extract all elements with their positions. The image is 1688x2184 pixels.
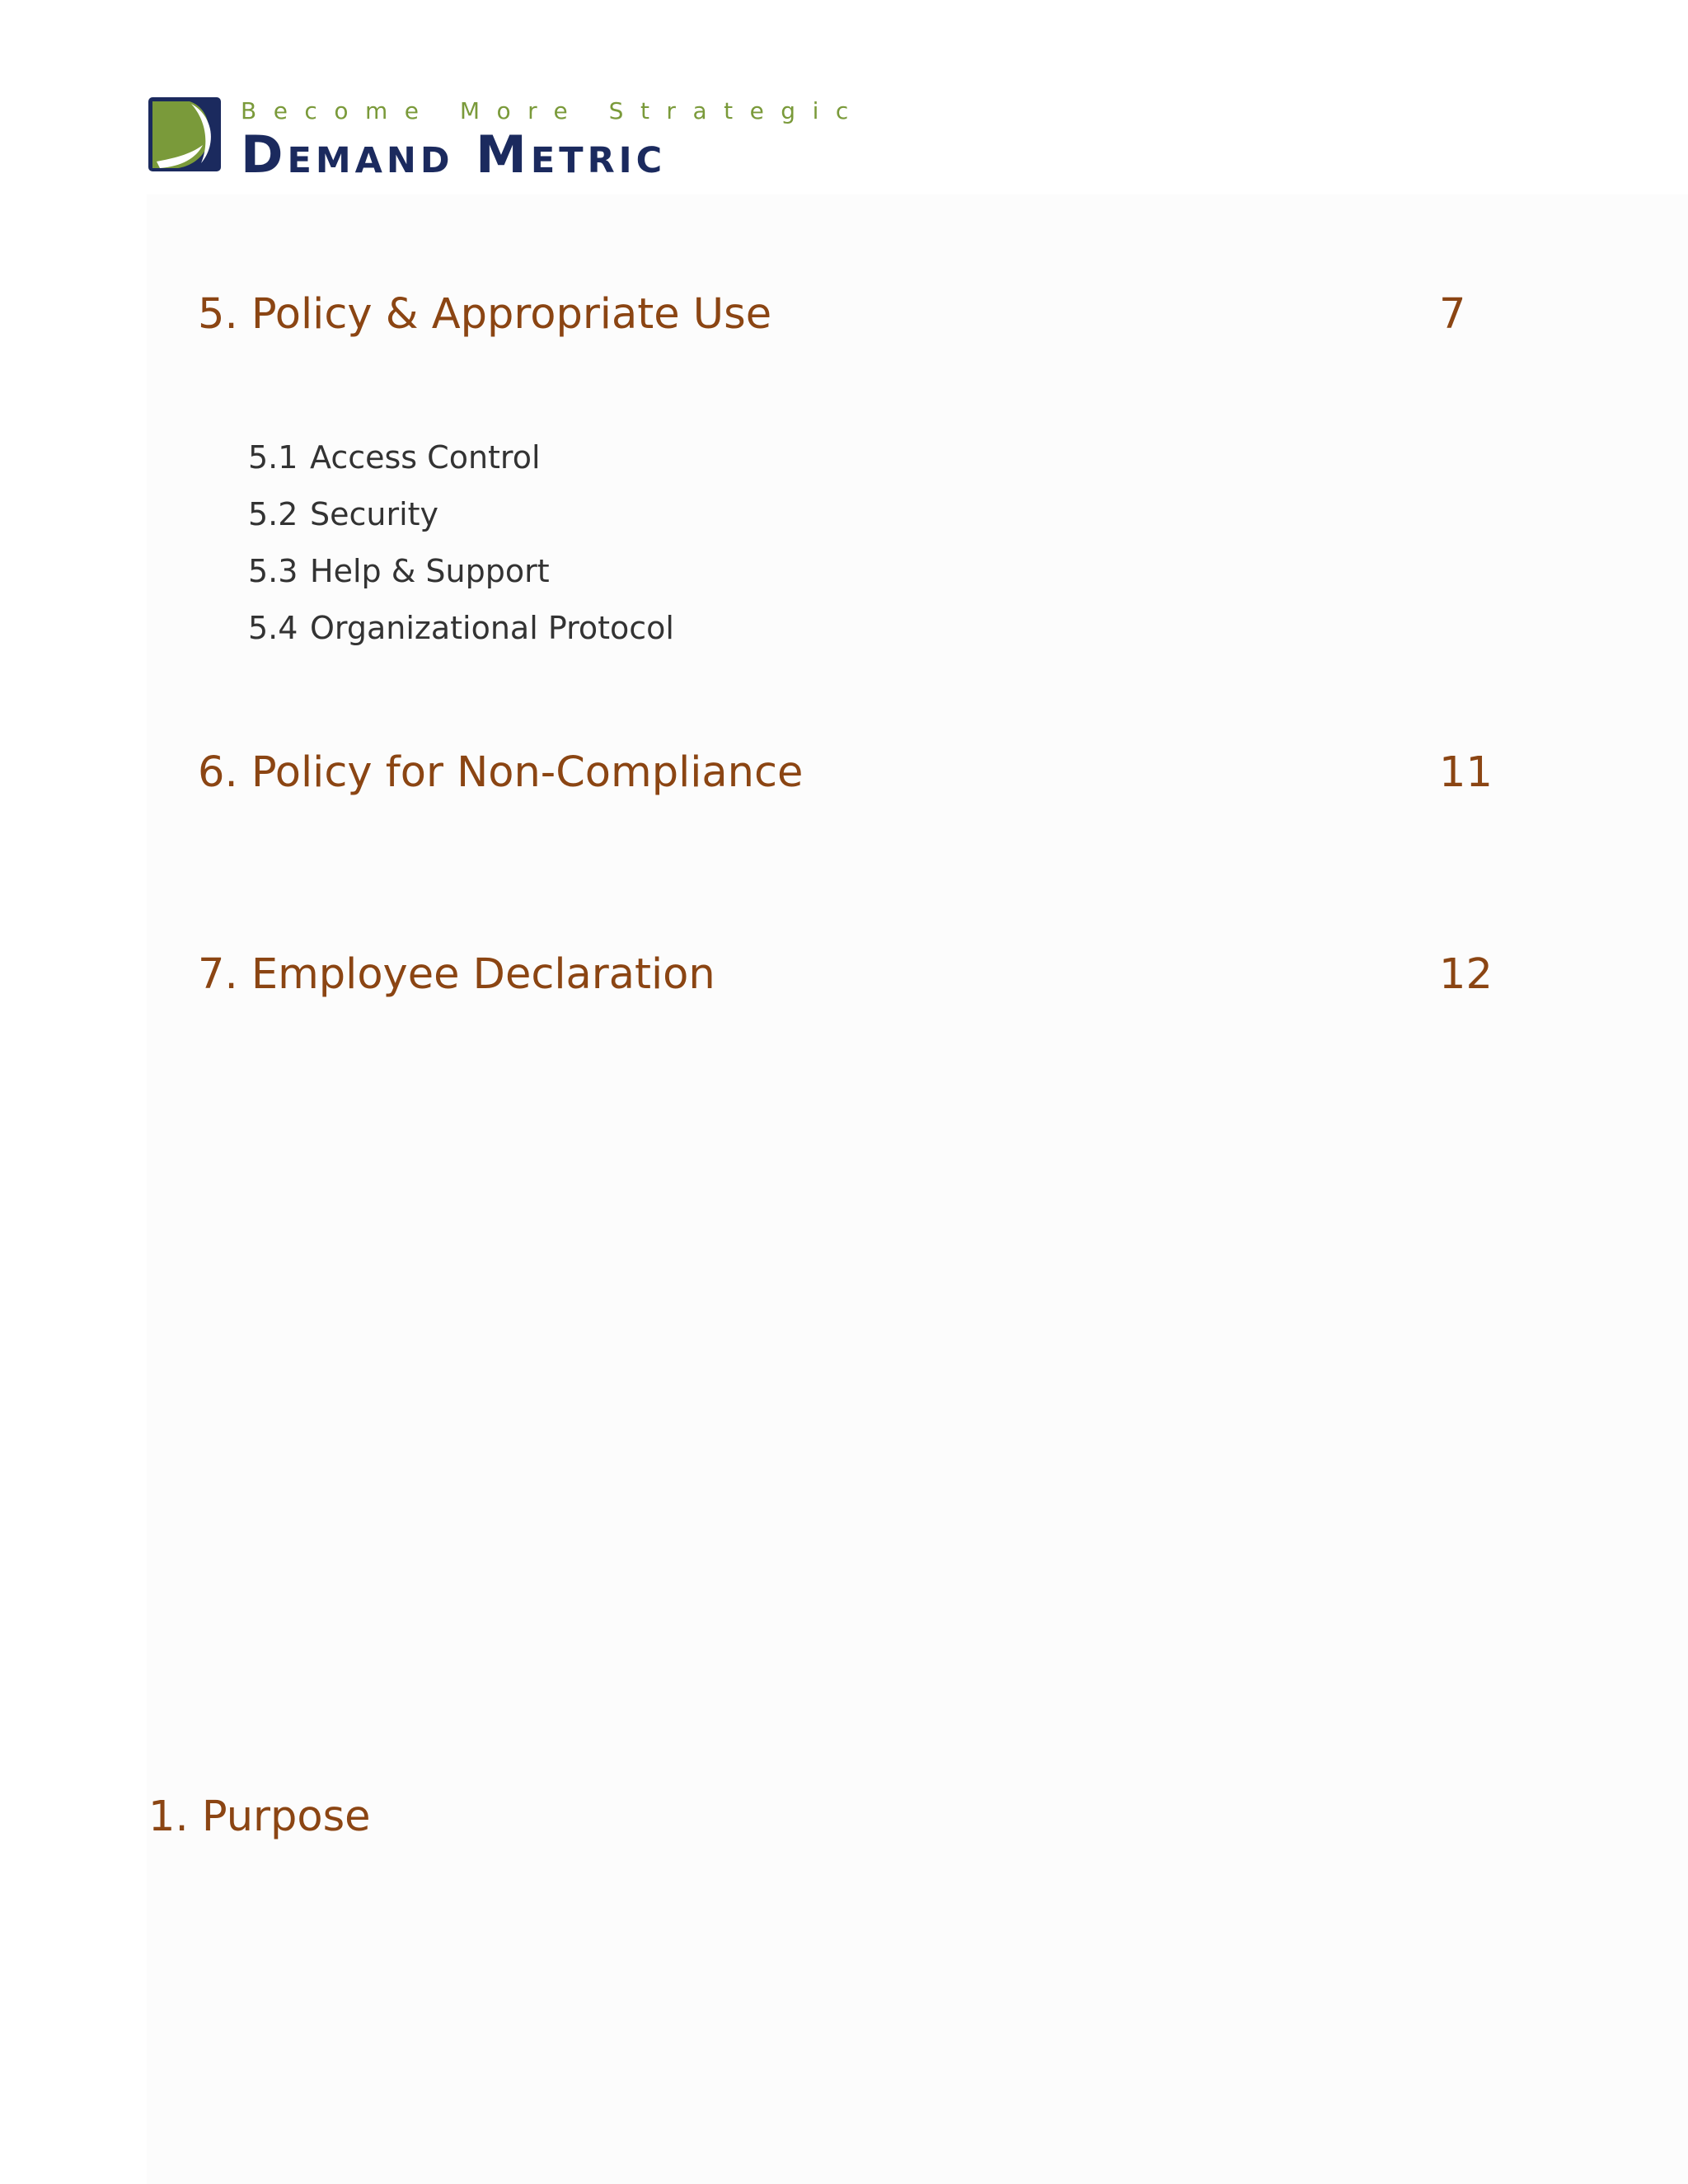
brand-logo xyxy=(148,97,865,185)
toc-subentry-title: Access Control xyxy=(310,439,541,476)
toc-subentry-number: 5.4 xyxy=(248,610,298,646)
demand-metric-logo-icon xyxy=(148,97,221,171)
toc-entry-5-page[interactable]: 7 xyxy=(1439,290,1466,339)
brand-tagline: Become More Strategic xyxy=(241,97,865,124)
brand-name: Demand Metric xyxy=(241,124,667,185)
toc-entry-7-title[interactable]: 7. Employee Declaration xyxy=(198,950,715,999)
toc-entry-5-title[interactable]: 5. Policy & Appropriate Use xyxy=(198,290,772,339)
toc-subentry-5-1[interactable] xyxy=(248,438,541,476)
toc-subentry-title: Help & Support xyxy=(310,553,550,589)
toc-subentry-number: 5.2 xyxy=(248,496,298,532)
toc-subentry-5-2[interactable] xyxy=(248,495,438,533)
toc-subentry-title: Security xyxy=(310,496,439,532)
toc-entry-6-page[interactable]: 11 xyxy=(1439,748,1493,797)
toc-entry-6-title[interactable]: 6. Policy for Non-Compliance xyxy=(198,748,804,797)
page-background xyxy=(147,194,1688,2184)
toc-entry-7-page[interactable]: 12 xyxy=(1439,950,1493,999)
toc-subentry-5-4[interactable] xyxy=(248,609,674,647)
toc-subentry-title: Organizational Protocol xyxy=(310,610,674,646)
toc-subentry-number: 5.1 xyxy=(248,439,298,476)
toc-subentry-number: 5.3 xyxy=(248,553,298,589)
toc-subentry-5-3[interactable] xyxy=(248,552,550,590)
section-heading-purpose: 1. Purpose xyxy=(148,1793,371,1841)
